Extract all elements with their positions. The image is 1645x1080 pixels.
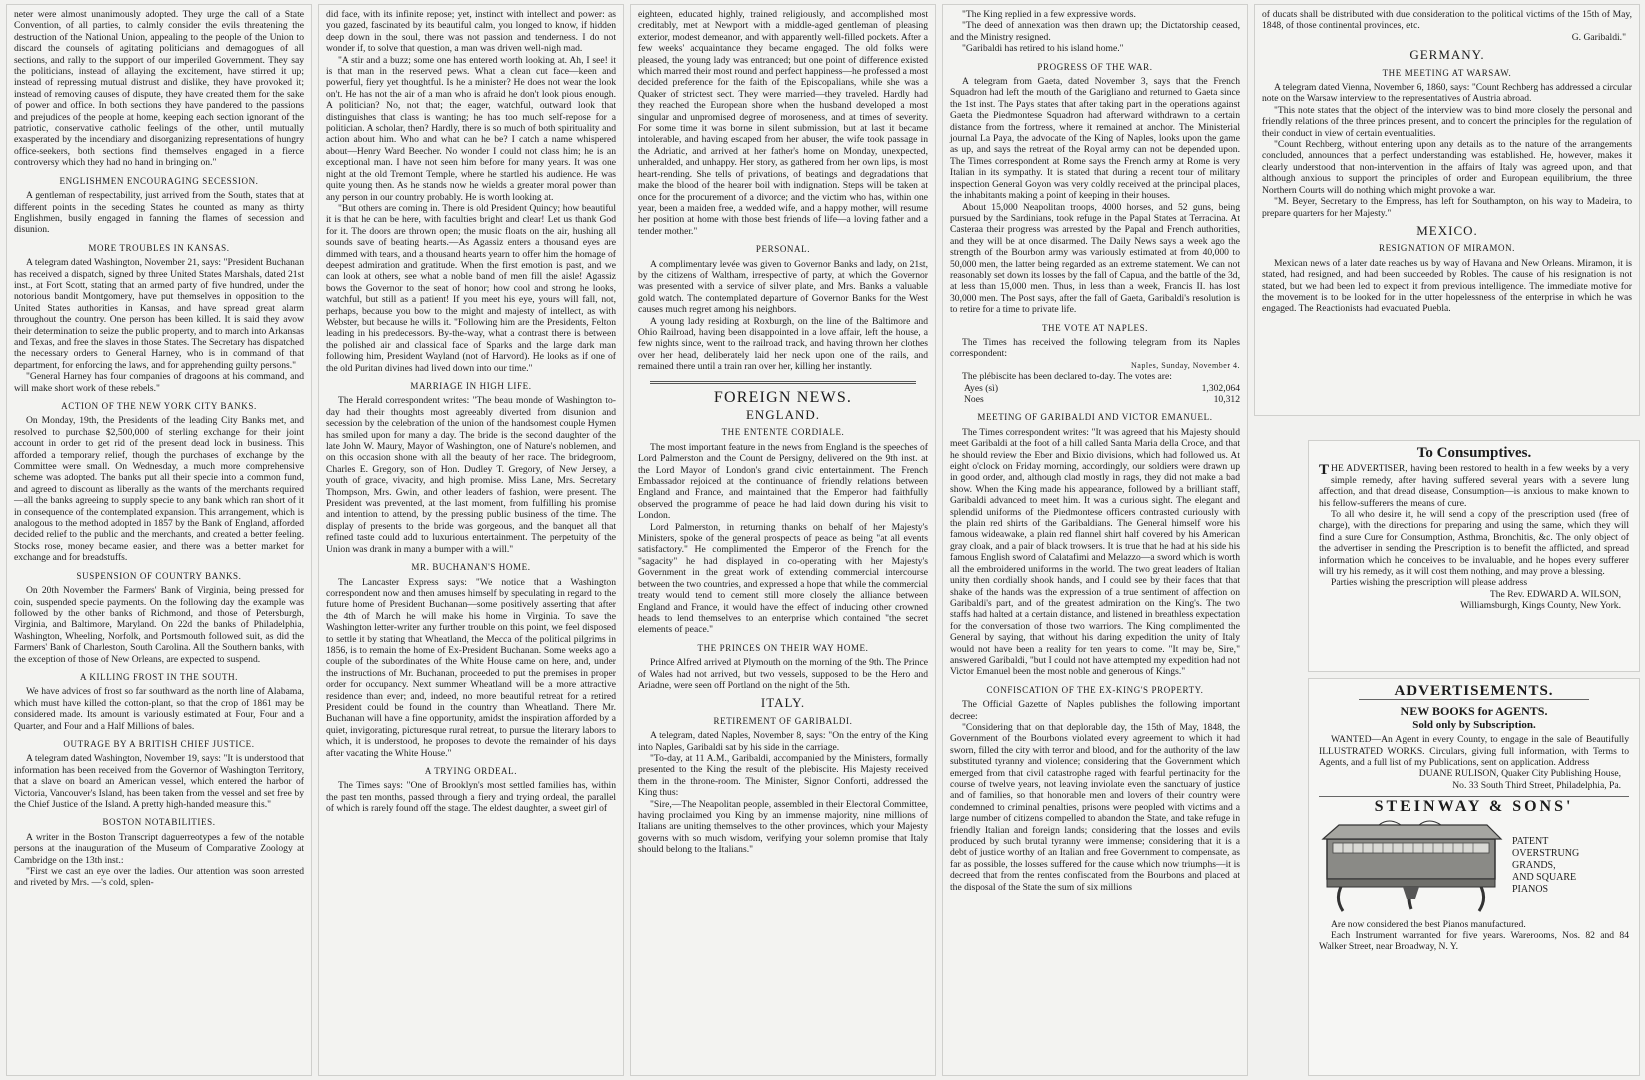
- vote-table: [950, 383, 1240, 406]
- piano-features: [1512, 836, 1579, 896]
- country-heading: MEXICO.: [1416, 222, 1478, 238]
- headline: A TRYING ORDEAL.: [424, 766, 518, 776]
- ads-section-title: ADVERTISEMENTS.: [1394, 683, 1554, 699]
- ad-text: HE ADVERTISER, having been restored to health in a few weeks by a very simple remedy, after having suffered several years with a severe lung affection, and that dread disease, Consumption—is anxious to make known to his fellow-sufferers the means of cure.: [1319, 463, 1629, 509]
- headline: MR. BUCHANAN'S HOME.: [411, 562, 531, 573]
- article-text: of ducats shall be distributed with due consideration to the political victims of the 15th of May, 1848, of those continental provinces, etc.: [1262, 9, 1632, 32]
- article-text: On 20th November the Farmers' Bank of Virginia, being pressed for coin, suspended specie payments. On the following day the example was followed by the other banks of Richmond, and those of Petersburgh, Virginia, and Baltimore, Maryland. On 22d the banks of Philadelphia, Washington, Wheeling, Norfolk, and Portsmouth followed suit, as did the Farmers' Bank of Charleston, South Carolina. All the Southern banks, with the exception of those of New Orleans, are expected to suspend.: [14, 585, 304, 665]
- article-text: A telegram, dated Naples, November 8, says: "On the entry of the King into Naples, Garibaldi sat by his side in the carriage.: [638, 730, 928, 753]
- headline: MORE TROUBLES IN KANSAS.: [88, 242, 230, 253]
- column-2: [318, 4, 624, 1076]
- advertisement-consumptives: [1308, 440, 1640, 672]
- column-4: [942, 4, 1248, 1076]
- article-text: We have advices of frost so far southward as the north line of Alabama, which must have killed the cotton-plant, so that the crop of 1861 may be considered made. Its amount is variously estimated at Four, Four and a Quarter, and Four and a Half Millions of bales.: [14, 686, 304, 732]
- vote-count: 10,312: [1213, 394, 1240, 405]
- article-text: The Herald correspondent writes: "The beau monde of Washington to-day had their thoughts most agreeably diverted from disunion and secession by the celebration of the union of the handsomest couple Hymen has smiled upon for many a day. The bride is the second daughter of the late John W. Maury, Mayor of Washington, one of Nature's noblemen, and on this occasion shone with all the beauty of her race. The bridegroom, Charles E. Gregory, son of Hon. Dudley T. Gregory, of New Jersey, a youth of grace, vivacity, and high promise. Miss Lane, Mrs. Secretary Thompson, Mrs. Gwin, and other leaders of fashion, were present. The President was prevented, at the last moment, from fulfilling his promise and intention to attend, by the pressing public business of the time. The display of presents to the bride was gorgeous, and the banquet all that refined taste could add to luxurious entertainment. The perpetuity of the Union was drank in many a bumper with a will.": [326, 395, 616, 555]
- article-text: A young lady residing at Roxburgh, on the line of the Baltimore and Ohio Railroad, having been disappointed in a love affair, left the house, a few nights since, went to the railroad track, and having thrown her clothes over her head, deliberately laid her neck upon one of the rails, and remained there until a train ran over her, killing her instantly.: [638, 315, 928, 373]
- vote-label: Noes: [964, 394, 984, 405]
- piano-feature: PIANOS: [1512, 883, 1549, 895]
- article-text: The plébiscite has been declared to-day. The votes are:: [962, 371, 1172, 383]
- advertisement-block: [1308, 678, 1640, 1076]
- article-text: "The King replied in a few expressive words.: [962, 9, 1136, 20]
- vote-label: Ayes (sì): [964, 382, 999, 394]
- piano-ad: [1319, 817, 1629, 915]
- article-text: A telegram from Gaeta, dated November 3, says that the French Squadron had left the mouth of the Garigliano and returned to Gaeta since the 1st inst. The Pays states that after taking part in the operations against Gaeta the Piedmontese Squadron had afterward withdrawn to a certain distance from the fortress, where it remained at anchor. The Ministerial journal La Paya, the advocate of the King of Naples, looks upon the game as up, and says the retreat of the Royal army can not be depended upon. The Times correspondent at Rome says the French army at Rome is very Italian in its sympathy. It is stated that during a recent tour of military inspection General Goyon was very coldly received at the principal places, the inhabitants making a point of keeping in their houses.: [950, 76, 1240, 202]
- headline: ACTION OF THE NEW YORK CITY BANKS.: [61, 401, 257, 411]
- article-text: "To-day, at 11 A.M., Garibaldi, accompanied by the Ministers, formally presented to the King the result of the plebiscite. His Majesty received them in the throne-room. The Minister, Signor Conforti, addressed the King thus:: [638, 752, 928, 799]
- headline: MEETING OF GARIBALDI AND VICTOR EMANUEL.: [977, 412, 1213, 423]
- ad-text: To all who desire it, he will send a copy of the prescription used (free of charge), with the directions for preparing and using the same, which they will find a sure Cure for Consumption, Asthma, Bronchitis, &c. The only object of the advertiser in sending the Prescription is to benefit the afflicted, and spread information which he conceives to be invaluable, and he hopes every sufferer will try his remedy, as it will cost them nothing, and may prove a blessing.: [1319, 509, 1629, 578]
- article-text: A telegram dated Washington, November 19, says: "It is understood that information has been received from the Governor of Washington Territory, that a slave on board an American vessel, which entered the harbor of Victoria, Vancouver's Island, has been taken from the vessel and set free by the Chief Justice of the Island. A pretty high-handed measure this.": [14, 753, 304, 810]
- article-text: Lord Palmerston, in returning thanks on behalf of her Majesty's Ministers, spoke of the general prospects of peace as being "at all events satisfactory." He complimented the Emperor of the French for the "sagacity" he had displayed in co-operating with her Majesty's Government in the great work of extending commercial intercourse between the two countries, and expressed a hope that while the commercial treaty would tend to cement still more closely the alliance between England and France, it would have the effect of inducing other crowned heads to lend themselves to an enterprise which contained "the secret elements of peace.": [638, 521, 928, 636]
- article-text: A telegram dated Vienna, November 6, 1860, says: "Count Rechberg has addressed a circular note on the Warsaw interview to the representatives of Austria abroad.: [1262, 82, 1632, 105]
- article-text: "M. Beyer, Secretary to the Empress, has left for Southampton, on his way to Madeira, to prepare quarters for her Majesty.": [1262, 196, 1632, 219]
- article-text: Prince Alfred arrived at Plymouth on the morning of the 9th. The Prince of Wales had not arrived, but two vessels, supposed to be the Hero and Ariadne, were seen off Portland on the night of the 5th.: [638, 657, 928, 691]
- divider: [1319, 796, 1629, 797]
- article-text: The Times says: "One of Brooklyn's most settled families has, within the past ten months, passed through a fiery and trying ordeal, the parallel of which is rarely found off the stage. The eldest daughter, a sweet girl of: [326, 780, 616, 815]
- article-text: "Sire,—The Neapolitan people, assembled in their Electoral Committee, having proclaimed you King by an immense majority, nine millions of Italians are uniting themselves to the other provinces, which your Majesty governs with so much wisdom, verifying your solemn promise that Italy should belong to the Italians.": [638, 798, 928, 856]
- country-heading: ITALY.: [760, 695, 806, 711]
- ad-title: To Consumptives.: [1416, 445, 1532, 461]
- headline: MARRIAGE IN HIGH LIFE.: [410, 381, 532, 391]
- vote-row-noes: [950, 394, 1240, 405]
- vote-count: 1,302,064: [1201, 382, 1240, 394]
- ad-text: Parties wishing the prescription will please address: [1331, 577, 1528, 589]
- ad-text: Each Instrument warranted for five years. Warerooms, Nos. 82 and 84 Walker Street, near Broadway, N. Y.: [1319, 930, 1629, 953]
- headline: OUTRAGE BY A BRITISH CHIEF JUSTICE.: [63, 738, 255, 749]
- article-text: "The deed of annexation was then drawn up; the Dictatorship ceased, and the Ministry resigned.: [950, 20, 1240, 43]
- article-text: "General Harney has four companies of dragoons at his command, and will make short work of these rebels.": [14, 371, 304, 394]
- piano-feature: GRANDS,: [1512, 859, 1556, 871]
- article-text: "Count Rechberg, without entering upon any details as to the nature of the arrangements concluded, announces that a perfect understanding was established. He, however, makes it clearly understood that non-intervention in the affairs of Italy was agreed upon, and that although anxious to support the principles of order and European equilibrium, the three Northern Courts will do nothing which might provoke a war.: [1262, 139, 1632, 196]
- ad-text: WANTED—An Agent in every County, to engage in the sale of Beautifully ILLUSTRATED WORKS. Circulars, giving full information, with Terms to Agents, and a full list of my Publications, sent on application. Address: [1319, 734, 1629, 769]
- dateline: Naples, Sunday, November 4.: [1131, 360, 1240, 370]
- article-text: "This note states that the object of the interview was to bind more closely the personal and friendly relations of the three princes present, and to concert the principles for the regulation of their conduct in view of certain eventualities.: [1262, 104, 1632, 139]
- vote-row-ayes: [950, 383, 1240, 394]
- section-title-foreign-news: FOREIGN NEWS.: [713, 388, 853, 406]
- article-text: On Monday, 19th, the Presidents of the leading City Banks met, and resolved to purchase $2,500,000 of sterling exchange for their joint account in order to get rid of the present dead lock in business. This afforded a temporary relief, though the purchases of exchange by the Committee were small. On Wednesday, a much more comprehensive scheme was adopted. The banks put all their specie into a common fund, and agreed to discount as liberally as the wants of the merchants required—all the banks agreeing to supply specie to any bank which ran short of it in consequence of the contemplated expansion. This arrangement, which is analogous to the method adopted in 1857 by the Bank of England, afforded decided relief to the public and the merchants, and created a better feeling. Stocks rose, money became easier, and there was a better market for exchange and for breadstuffs.: [14, 415, 304, 564]
- piano-feature: OVERSTRUNG: [1512, 847, 1580, 859]
- ad-signature: DUANE RULISON, Quaker City Publishing House,: [1418, 768, 1621, 780]
- drop-cap: T: [1319, 462, 1330, 479]
- column-5: [1254, 4, 1640, 416]
- piano-illustration-icon: [1319, 817, 1504, 915]
- headline: RESIGNATION OF MIRAMON.: [1378, 243, 1516, 254]
- headline: THE ENTENTE CORDIALE.: [721, 427, 845, 438]
- article-text: "First we cast an eye over the ladies. Our attention was soon arrested and riveted by Mrs. —'s cold, splen-: [14, 866, 304, 889]
- steinway-title: STEINWAY & SONS': [1374, 798, 1574, 816]
- country-heading: GERMANY.: [1409, 47, 1485, 63]
- headline: PROGRESS OF THE WAR.: [1037, 61, 1153, 72]
- headline: CONFISCATION OF THE EX-KING'S PROPERTY.: [986, 684, 1204, 695]
- piano-feature: AND SQUARE: [1512, 871, 1577, 883]
- article-text: A telegram dated Washington, November 21, says: "President Buchanan has received a dispatch, signed by three United States Marshals, dated 21st inst., at Fort Scott, stating that an armed party of five hundred, under the notorious bandit Montgomery, have put themselves in opposition to the United States authorities in Kansas, and have spread great alarm throughout the country. One person has been killed. It is said they avow their determination to seize the public property, and to march into Arkansas and Texas, and free the slaves in those States. The Secretary has dispatched the necessary orders to General Harney, who is in command of that department, for enforcing the laws, and for apprehending guilty persons.": [14, 257, 304, 371]
- article-text: The Times correspondent writes: "It was agreed that his Majesty should meet Garibaldi at the foot of a hill called Santa Maria della Croce, and that he should review the Eber and Bixio divisions, which had followed us. At eight o'clock on Friday morning, accordingly, our soldiers were drawn up in good order, and, although clad mostly in rags, they did not make a bad show. When the King made his appearance, followed by a brilliant staff, Garibaldi advanced to meet him. It was a curious sight. The elegant and splendid uniforms of the Piedmontese officers contrasted curiously with the plain red shirts of the Garibaldians. The General himself wore his famous wideawake, a plain red flannel shirt half covered by his American gray cloak, and a pair of black trowsers. It is true that he had at his side his famous English sword of Calatafimi and Melazzo—a sword which is worth all the embroidered uniforms in the world. The two great leaders of Italian unity then cordially shook hands, and I could see by their faces that that shake of the hands was the expression of a true sentiment of affection on Garibaldi's part, and of the greatest admiration on the King's. The two staffs had halted at a certain distance, and listened in breathless expectation for the conversation of those two warriors. The King complimented the General by saying, that without his daring expedition the unity of Italy would not have been a reality for ten years to come. "It may be, Sire," answered Garibaldi, "but I could not have attempted my expedition had not Victor Emanuel been the most noble and generous of Kings.": [950, 426, 1240, 678]
- article-text: "Considering that on that deplorable day, the 15th of May, 1848, the Government of the Bourbons violated every agreement to which it had sworn, filled the city with terror and blood, and for the authority of the law substituted tyranny and violence; considering that the Government which emerged from that civil catastrophe raged with fearful pertinacity for the course of twelve years, not leaving inviolate even the sanctuary of justice and of families, so that honorable men and lovers of their country were condemned to criminal penalties, prisons were peopled with victims and a large number of citizens compelled to abandon the State, and take refuge in friendly Italian and foreign lands; considering that the losses and evils produced by such brutal tyranny were immense; considering that it is a debt of justice worthy of an Italian and free Government to compensate, as far as possible, the losses suffered for the cause which now triumphs—it is decreed that from the rentes confiscated from the Bourbons and placed at the disposal of the State the sum of six millions: [950, 721, 1240, 893]
- article-text: The Official Gazette of Naples publishes the following important decree:: [950, 699, 1240, 722]
- piano-feature: PATENT: [1512, 835, 1549, 847]
- headline: RETIREMENT OF GARIBALDI.: [713, 715, 853, 726]
- country-heading: ENGLAND.: [745, 407, 821, 422]
- headline: THE VOTE AT NAPLES.: [1041, 322, 1149, 333]
- headline: PERSONAL.: [755, 244, 811, 255]
- article-text: About 15,000 Neapolitan troops, 4000 horses, and 52 guns, being pursued by the Sardinians, took refuge in the Papal States at Terracina. At Casteraa their progress was arrested by the Papal and French authorities, and they will be at once disarmed. The Daily News says a week ago the strength of the Bourbon army was variously estimated at from 40,000 to 50,000 men, the latter being regarded as an extreme statement. We can not reasonably set down its losses by the fall of Capua, and the battle of the 3d, at less than 15,000 men. Thus, in less than a week, Francis II. has lost 30,000 men. The Post says, after the fall of Gaeta, Garibaldi's resolution is to retire for a time to private life.: [950, 201, 1240, 316]
- article-text: The Times has received the following telegram from its Naples correspondent:: [950, 336, 1240, 360]
- article-text: eighteen, educated highly, trained religiously, and accomplished most creditably, met at Newport with a middle-aged gentleman of pleasing exterior, modest demeanor, and with apparently well-filled pockets. After a few weeks' acquaintance they became engaged. The old folks were pleased, the young lady was entranced; but one point of difference existed which marred their most round and perfect happiness—he professed a most decided preference for the faith of the Episcopalians, while she was a Quaker of strictest sect. They were married—they traveled. Hardly had they reached the European shore when the husband developed a most singular and unpromised degree of moroseness, and at times of severity. For some time it was borne in silent submission, but at last it became intolerable, and having escaped from her abuser, the wife took passage in the Adriatic, and arrived at her father's home on Monday, unexpected, unheralded, and unhappy. Her story, as gathered from her own lips, is most heart-rending. She tells of privations, of beatings and degradations that make the blood of the hearer boil with indignation. Steps will be taken at once for the procurement of a divorce; and the victim who has, within one year, been a maiden free, a wedded wife, and a happy mother, will resume her position at home with those best friends of life—a loving father and a tender mother.": [638, 9, 928, 237]
- article-text: A complimentary levée was given to Governor Banks and lady, on 21st, by the citizens of Waltham, irrespective of party, at which the Governor was presented with a service of silver plate, and Mrs. Banks a valuable gold watch. The contemplated departure of Governor Banks for the West causes much regret among his neighbors.: [638, 258, 928, 316]
- article-text: did face, with its infinite repose; yet, instinct with intellect and power: as you gazed, fascinated by its beautiful calm, you longed to know, if hidden deep down in the soul, there was not passion and tenderness. I do not wonder if, to solve that question, a man was driven well-nigh mad.: [326, 9, 616, 55]
- article-text: "A stir and a buzz; some one has entered worth looking at. Ah, I see! it is that man in the reserved pews. What a clean cut face—keen and powerful, fiery yet thoughtful. Is he a minister? He does not wear the look on't. He has not the air of a man who is afraid he don't look pious enough. A politician? No, not that; the eager, watchful, outward look that distinguishes that class is wanting; he has too much self-repose for a politician. A scholar, then? Hardly, there is so much of both spirituality and action about him. Who and what can he be? I catch a name whispered about—Henry Ward Beecher. No wonder I could not class him; he is an exceptional man. I have not seen him before for many years. It was one night at the old Tremont Temple, where he startled his audience. He was quite young then. As he stands now he wields a greater moral power than any person in our country probably. He is worth looking at.: [326, 54, 616, 203]
- ad-body: [1319, 463, 1629, 509]
- signature: G. Garibaldi.": [1571, 31, 1626, 43]
- column-3: [630, 4, 936, 1076]
- ad-signature: No. 33 South Third Street, Philadelphia, Pa.: [1452, 779, 1621, 791]
- ad-signature: Williamsburgh, Kings County, New York.: [1460, 600, 1621, 612]
- ad-signature: The Rev. EDWARD A. WILSON,: [1489, 588, 1621, 600]
- divider: [1359, 699, 1589, 700]
- section-rule: [650, 381, 916, 384]
- article-text: Mexican news of a later date reaches us by way of Havana and New Orleans. Miramon, it is stated, had resigned, and had been succeeded by Robles. The cause of his resignation is not stated, but we had been led to expect it from previous intelligence. The immediate motive for the movement is to be looked for in the utter hopelessness of the enterprise in which he was engaged. The Reactionists had evacuated Puebla.: [1262, 257, 1632, 315]
- article-text: neter were almost unanimously adopted. They urge the call of a State Convention, of all parties, to calmly consider the evils threatening the destruction of the National Union, appealing to the people of the Union to discard the counsels of agitating politicians and demagogues of all sections, and rally to the support of our imperiled Government. They say the politicians, instead of allaying the excitement, have stirred it up; instead of repressing mutual distrust and dislike, they have provoked it; instead of removing causes of dispute, they have created them for the sake of power and office. In both sections they have pandered to the passions and prejudices of the people at home, keeping each section ignorant of the patriotic, conservative catholic feelings of the other, until mutually exasperated by the incendiary and disorganizing representations of hungry office-seekers, both sections find themselves engaged in a fierce controversy which they had no hand in bringing on.": [14, 9, 304, 169]
- article-text: "Garibaldi has retired to his island home.": [962, 43, 1124, 55]
- article-text: A writer in the Boston Transcript daguerreotypes a few of the notable persons at the inauguration of the Museum of Comparative Zoology at Cambridge on the 13th inst.:: [14, 831, 304, 866]
- article-text: The most important feature in the news from England is the speeches of Lord Palmerston and the Count de Persigny, delivered on the 9th inst. at the Lord Mayor of London's grand civic entertainment. The French Embassador rejoiced at the continuance of friendly relations between England and France, and maintained that the Emperor had faithfully observed the programme of peace he had laid down during his visit to London.: [638, 441, 928, 522]
- headline: THE MEETING AT WARSAW.: [1382, 67, 1512, 78]
- headline: ENGLISHMEN ENCOURAGING SECESSION.: [59, 175, 259, 186]
- ad-text: Are now considered the best Pianos manufactured.: [1331, 918, 1526, 930]
- column-1: [6, 4, 312, 1076]
- headline: THE PRINCES ON THEIR WAY HOME.: [697, 642, 869, 653]
- ad-title: NEW BOOKS for AGENTS.: [1400, 704, 1548, 719]
- article-text: A gentleman of respectability, just arrived from the South, states that at different points in the seceding States he counted as many as thirty Englishmen, busily engaged in fanning the flames of secession and disunion.: [14, 190, 304, 236]
- article-text: The Lancaster Express says: "We notice that a Washington correspondent now and then amuses himself by speculating in regard to the future home of President Buchanan—some positively asserting that after the 4th of March he will make his home in Virginia. To save the Washington letter-writer any further trouble on this point, we feel disposed to settle it by stating that Wheatland, the Mecca of the political pilgrims in 1856, is to remain the home of Ex-President Buchanan. Some weeks ago a couple of the subordinates of the White House came on here, and, under the instructions of Mr. Buchanan, proceeded to put the premises in proper order for occupancy. Next summer Wheatland will be a more attractive residence than ever; and, indeed, no more beautiful retreat for a retired President could be found in the country than Wheatland. There Mr. Buchanan will have a fine opportunity, amidst the inspiration afforded by a quiet, invigorating, picturesque rural retreat, to pursue the literary labors to which, it is understood, he proposes to devote the remainder of his days after vacating the White House.": [326, 576, 616, 759]
- headline: BOSTON NOTABILITIES.: [102, 817, 216, 828]
- headline: A KILLING FROST IN THE SOUTH.: [79, 671, 239, 682]
- ad-subtitle: Sold only by Subscription.: [1412, 718, 1536, 731]
- headline: SUSPENSION OF COUNTRY BANKS.: [76, 570, 242, 581]
- article-text: "But others are coming in. There is old President Quincy; how beautiful it is that he can be here, with faculties bright and clear! Let us thank God for it. The doors are thrown open; the music floats on the air, hushing all sounds save of beating hearts.—As Agassiz enters a thousand eyes are dimmed with tears, and a thousand hearts yearn to offer him the homage of deepest admiration and gratitude. When the first emotion is past, and we can look at others, see what a noble band of men fill the aisle! Agassiz bows the Governor to the seat of honor; how cool and strong he looks, watchful, but still as a patient! If you meet his eye, yours will fall, not, perhaps, because you bow to the might and majesty of intellect, as with Webster, but because he wills it. "Following him are the Presidents, Felton leading in his predecessors. By-the-way, what a contrast there is between the polished air and classical face of Sparks and the large dark man following him, President Wayland (not of Harvord). He looks as if one of the old Puritan divines had lived down into our time.": [326, 202, 616, 374]
